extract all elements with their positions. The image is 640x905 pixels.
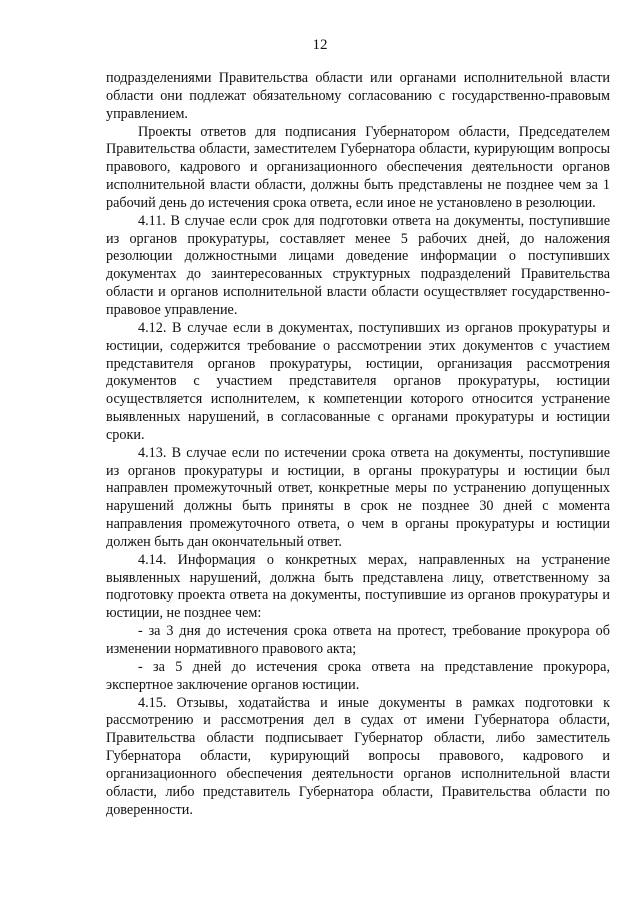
paragraph-4-13: 4.13. В случае если по истечении срока ответа на документы, поступившие из органов прокуратуры и юстиции, в органы прокуратуры и юстиции был направлен промежуточный ответ, конкретные меры по устранению допущенных нарушений должны быть приняты в срок не позднее 30 дней с момента направления промежуточного ответа, о чем в органы прокуратуры и юстиции должен быть дан окончательный ответ. bbox=[106, 444, 610, 550]
list-item-protest: - за 3 дня до истечения срока ответа на протест, требование прокурора об изменении нормативного правового акта; bbox=[106, 623, 610, 657]
paragraph-4-14: 4.14. Информация о конкретных мерах, направленных на устранение выявленных нарушений, должна быть представлена лицу, ответственному за подготовку проекта ответа на документы, поступившие из органов прокуратуры и юстиции, не позднее чем: bbox=[106, 551, 610, 622]
paragraph-draft-responses: Проекты ответов для подписания Губернатором области, Председателем Правительства области, заместителем Губернатора области, курирующим вопросы правового, кадрового и организационного обеспечения деятельности органов исполнительной власти области, должны быть представлены не позднее чем за 1 рабочий день до истечения срока ответа, если иное не установлено в резолюции. bbox=[106, 123, 610, 211]
page-number: 12 bbox=[312, 37, 328, 53]
list-item-representation: - за 5 дней до истечения срока ответа на представление прокурора, экспертное заключение органов юстиции. bbox=[106, 658, 610, 693]
paragraph-4-12: 4.12. В случае если в документах, поступивших из органов прокуратуры и юстиции, содержится требование о рассмотрении этих документов с участием представителя органов прокуратуры, юстиции, организация рассмотрения документов с участием представителя органов прокуратуры, юстиции осуществляется исполнителем, к компетенции которого относится устранение выявленных нарушений, в согласованные с органами прокуратуры и юстиции сроки. bbox=[106, 319, 610, 443]
paragraph-continuation: подразделениями Правительства области или органами исполнительной власти области они подлежат обязательному согласованию с государственно-правовым управлением. bbox=[106, 70, 610, 122]
paragraph-4-11: 4.11. В случае если срок для подготовки ответа на документы, поступившие из органов прокуратуры, составляет менее 5 рабочих дней, до наложения резолюции должностными лицами доведение информации о поступивших документах до заинтересованных структурных подразделений Правительства области и органов исполнительной власти области осуществляет государственно-правовое управление. bbox=[106, 212, 610, 318]
document-body bbox=[106, 70, 610, 819]
paragraph-4-15: 4.15. Отзывы, ходатайства и иные документы в рамках подготовки к рассмотрению и рассмотрения дел в судах от имени Губернатора области, Правительства области подписывает Губернатор области, либо заместитель Губернатора области, курирующий вопросы правового, кадрового и организационного обеспечения деятельности органов исполнительной власти области, либо представитель Губернатора области, Правительства области по доверенности. bbox=[106, 694, 610, 818]
